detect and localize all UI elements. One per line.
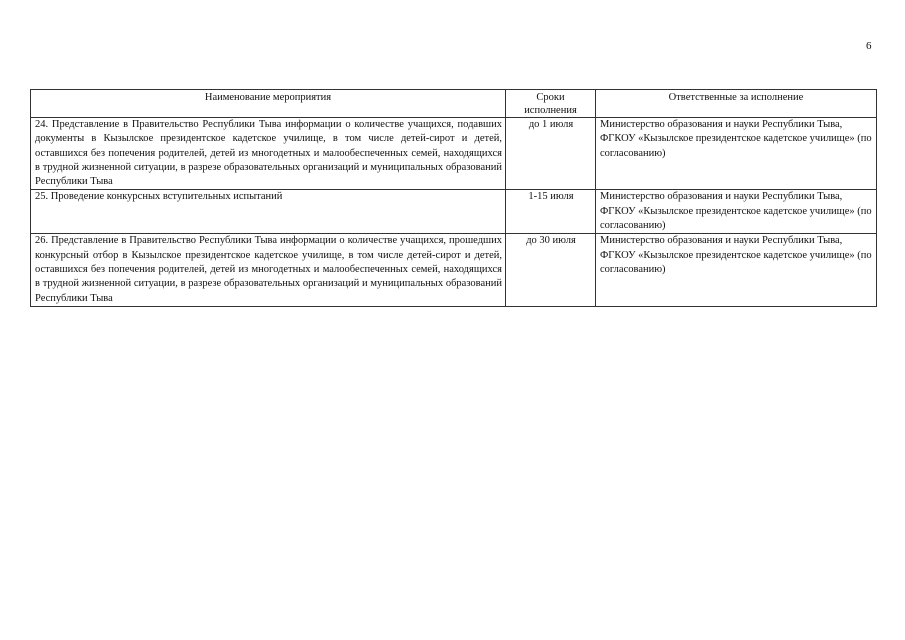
- deadline-cell: 1-15 июля: [506, 190, 596, 234]
- event-name-cell: 26. Представление в Правительство Республики Тыва информации о количестве учащихся, прошедших конкурсный отбор в Кызылское президентское кадетское училище, в том числе детей-сирот и детей, оставшихся без попечения родителей, детей из многодетных и малообеспеченных семей, находящихся в трудной жизненной ситуации, в разрезе образовательных организаций и муниципальных образований Республики Тыва: [31, 234, 506, 306]
- events-table: [30, 89, 877, 307]
- deadline-cell: до 1 июля: [506, 118, 596, 190]
- header-event-name: Наименование мероприятия: [31, 90, 506, 118]
- header-responsible: Ответственные за исполнение: [596, 90, 877, 118]
- event-name-cell: 25. Проведение конкурсных вступительных испытаний: [31, 190, 506, 234]
- table-header-row: [31, 90, 877, 118]
- responsible-cell: Министерство образования и науки Республики Тыва, ФГКОУ «Кызылское президентское кадетское училище» (по согласованию): [596, 118, 877, 190]
- table-row: [31, 190, 877, 234]
- page-number: 6: [866, 40, 872, 52]
- table-row: [31, 234, 877, 306]
- responsible-cell: Министерство образования и науки Республики Тыва, ФГКОУ «Кызылское президентское кадетское училище» (по согласованию): [596, 234, 877, 306]
- header-deadline: Сроки исполнения: [506, 90, 596, 118]
- table-row: [31, 118, 877, 190]
- event-name-cell: 24. Представление в Правительство Республики Тыва информации о количестве учащихся, подавших документы в Кызылское президентское кадетское училище, в том числе детей-сирот и детей, оставшихся без попечения родителей, детей из многодетных и малообеспеченных семей, находящихся в трудной жизненной ситуации, в разрезе образовательных организаций и муниципальных образований Республики Тыва: [31, 118, 506, 190]
- deadline-cell: до 30 июля: [506, 234, 596, 306]
- responsible-cell: Министерство образования и науки Республики Тыва, ФГКОУ «Кызылское президентское кадетское училище» (по согласованию): [596, 190, 877, 234]
